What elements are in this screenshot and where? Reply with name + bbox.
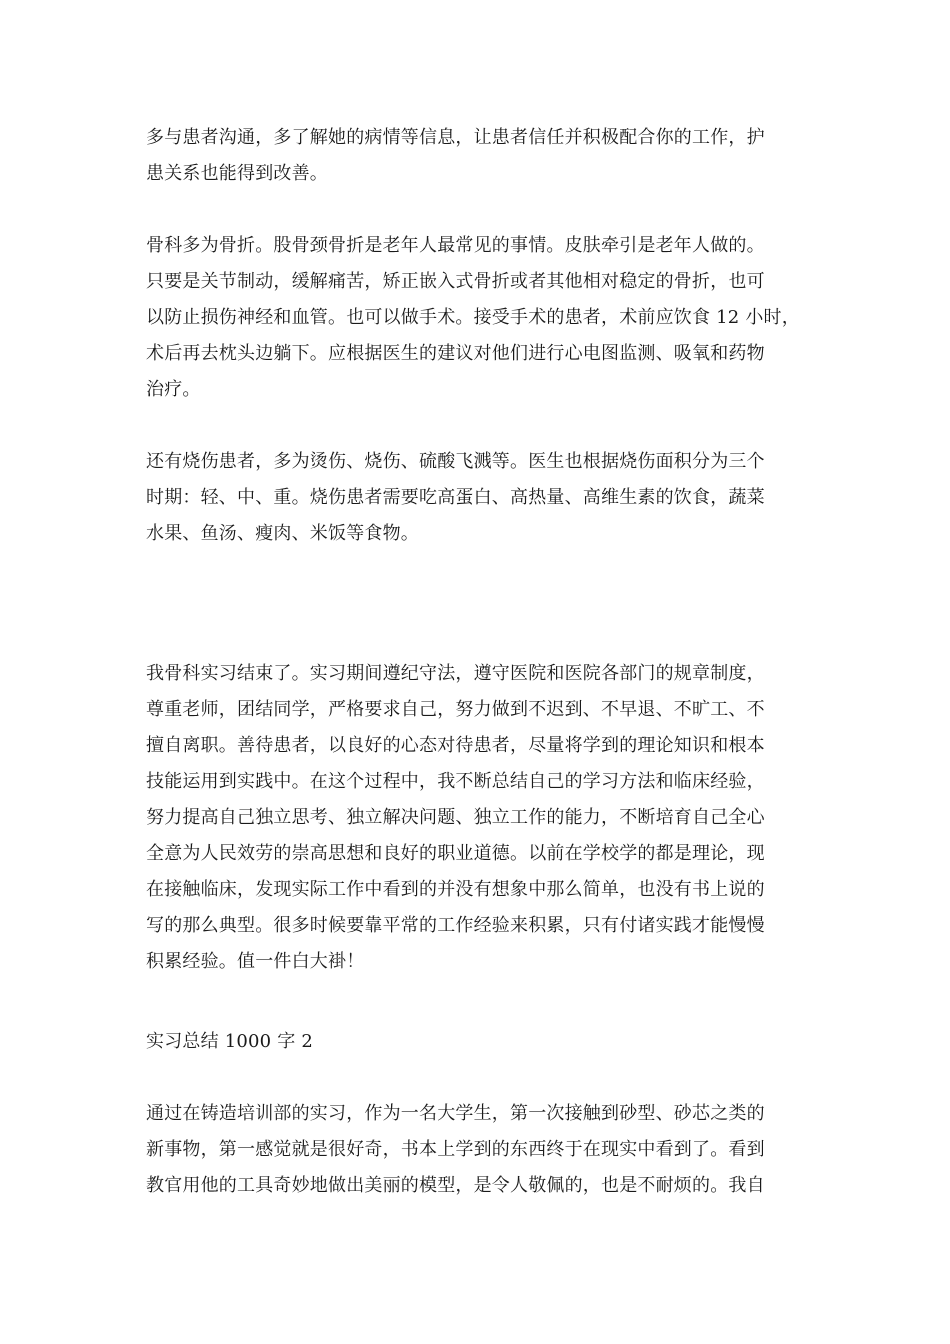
text-line: 积累经验。值一件白大褂！ (146, 951, 365, 972)
text-line: 在接触临床，发现实际工作中看到的并没有想象中那么简单，也没有书上说的 (146, 879, 765, 900)
text-line: 水果、鱼汤、瘦肉、米饭等食物。 (146, 523, 419, 544)
paragraph-casting (146, 1096, 826, 1204)
text-line: 新事物，第一感觉就是很好奇，书本上学到的东西终于在现实中看到了。看到 (146, 1139, 765, 1160)
text-line: 还有烧伤患者，多为烫伤、烧伤、硫酸飞溅等。医生也根据烧伤面积分为三个 (146, 451, 765, 472)
text-line: 全意为人民效劳的崇高思想和良好的职业道德。以前在学校学的都是理论，现 (146, 843, 765, 864)
text-line: 骨科多为骨折。股骨颈骨折是老年人最常见的事情。皮肤牵引是老年人做的。 (146, 235, 765, 256)
text-line: 教官用他的工具奇妙地做出美丽的模型，是令人敬佩的，也是不耐烦的。我自 (146, 1175, 765, 1196)
text-line: 尊重老师，团结同学，严格要求自己，努力做到不迟到、不早退、不旷工、不 (146, 699, 765, 720)
text-line: 技能运用到实践中。在这个过程中，我不断总结自己的学习方法和临床经验， (146, 771, 765, 792)
text-line: 患关系也能得到改善。 (146, 163, 328, 184)
text-line: 擅自离职。善待患者，以良好的心态对待患者，尽量将学到的理论知识和根本 (146, 735, 765, 756)
text-line: 多与患者沟通，多了解她的病情等信息，让患者信任并积极配合你的工作，护 (146, 127, 765, 148)
text-line: 我骨科实习结束了。实习期间遵纪守法，遵守医院和医院各部门的规章制度， (146, 663, 765, 684)
heading-line: 实习总结 1000 字 2 (146, 1031, 314, 1052)
text-line: 治疗。 (146, 379, 201, 400)
paragraph-internship-end (146, 656, 826, 980)
text-line: 只要是关节制动，缓解痛苦，矫正嵌入式骨折或者其他相对稳定的骨折，也可 (146, 271, 765, 292)
paragraph-fractures (146, 228, 826, 408)
text-line: 术后再去枕头边躺下。应根据医生的建议对他们进行心电图监测、吸氧和药物 (146, 343, 765, 364)
text-line: 以防止损伤神经和血管。也可以做手术。接受手术的患者，术前应饮食 12 小时， (146, 307, 800, 328)
text-line: 努力提高自己独立思考、独立解决问题、独立工作的能力，不断培育自己全心 (146, 807, 765, 828)
section-heading (146, 1024, 826, 1060)
text-line: 时期：轻、中、重。烧伤患者需要吃高蛋白、高热量、高维生素的饮食，蔬菜 (146, 487, 765, 508)
paragraph-communication (146, 120, 826, 192)
text-line: 通过在铸造培训部的实习，作为一名大学生，第一次接触到砂型、砂芯之类的 (146, 1103, 765, 1124)
text-line: 写的那么典型。很多时候要靠平常的工作经验来积累，只有付诸实践才能慢慢 (146, 915, 765, 936)
paragraph-burns (146, 444, 826, 552)
